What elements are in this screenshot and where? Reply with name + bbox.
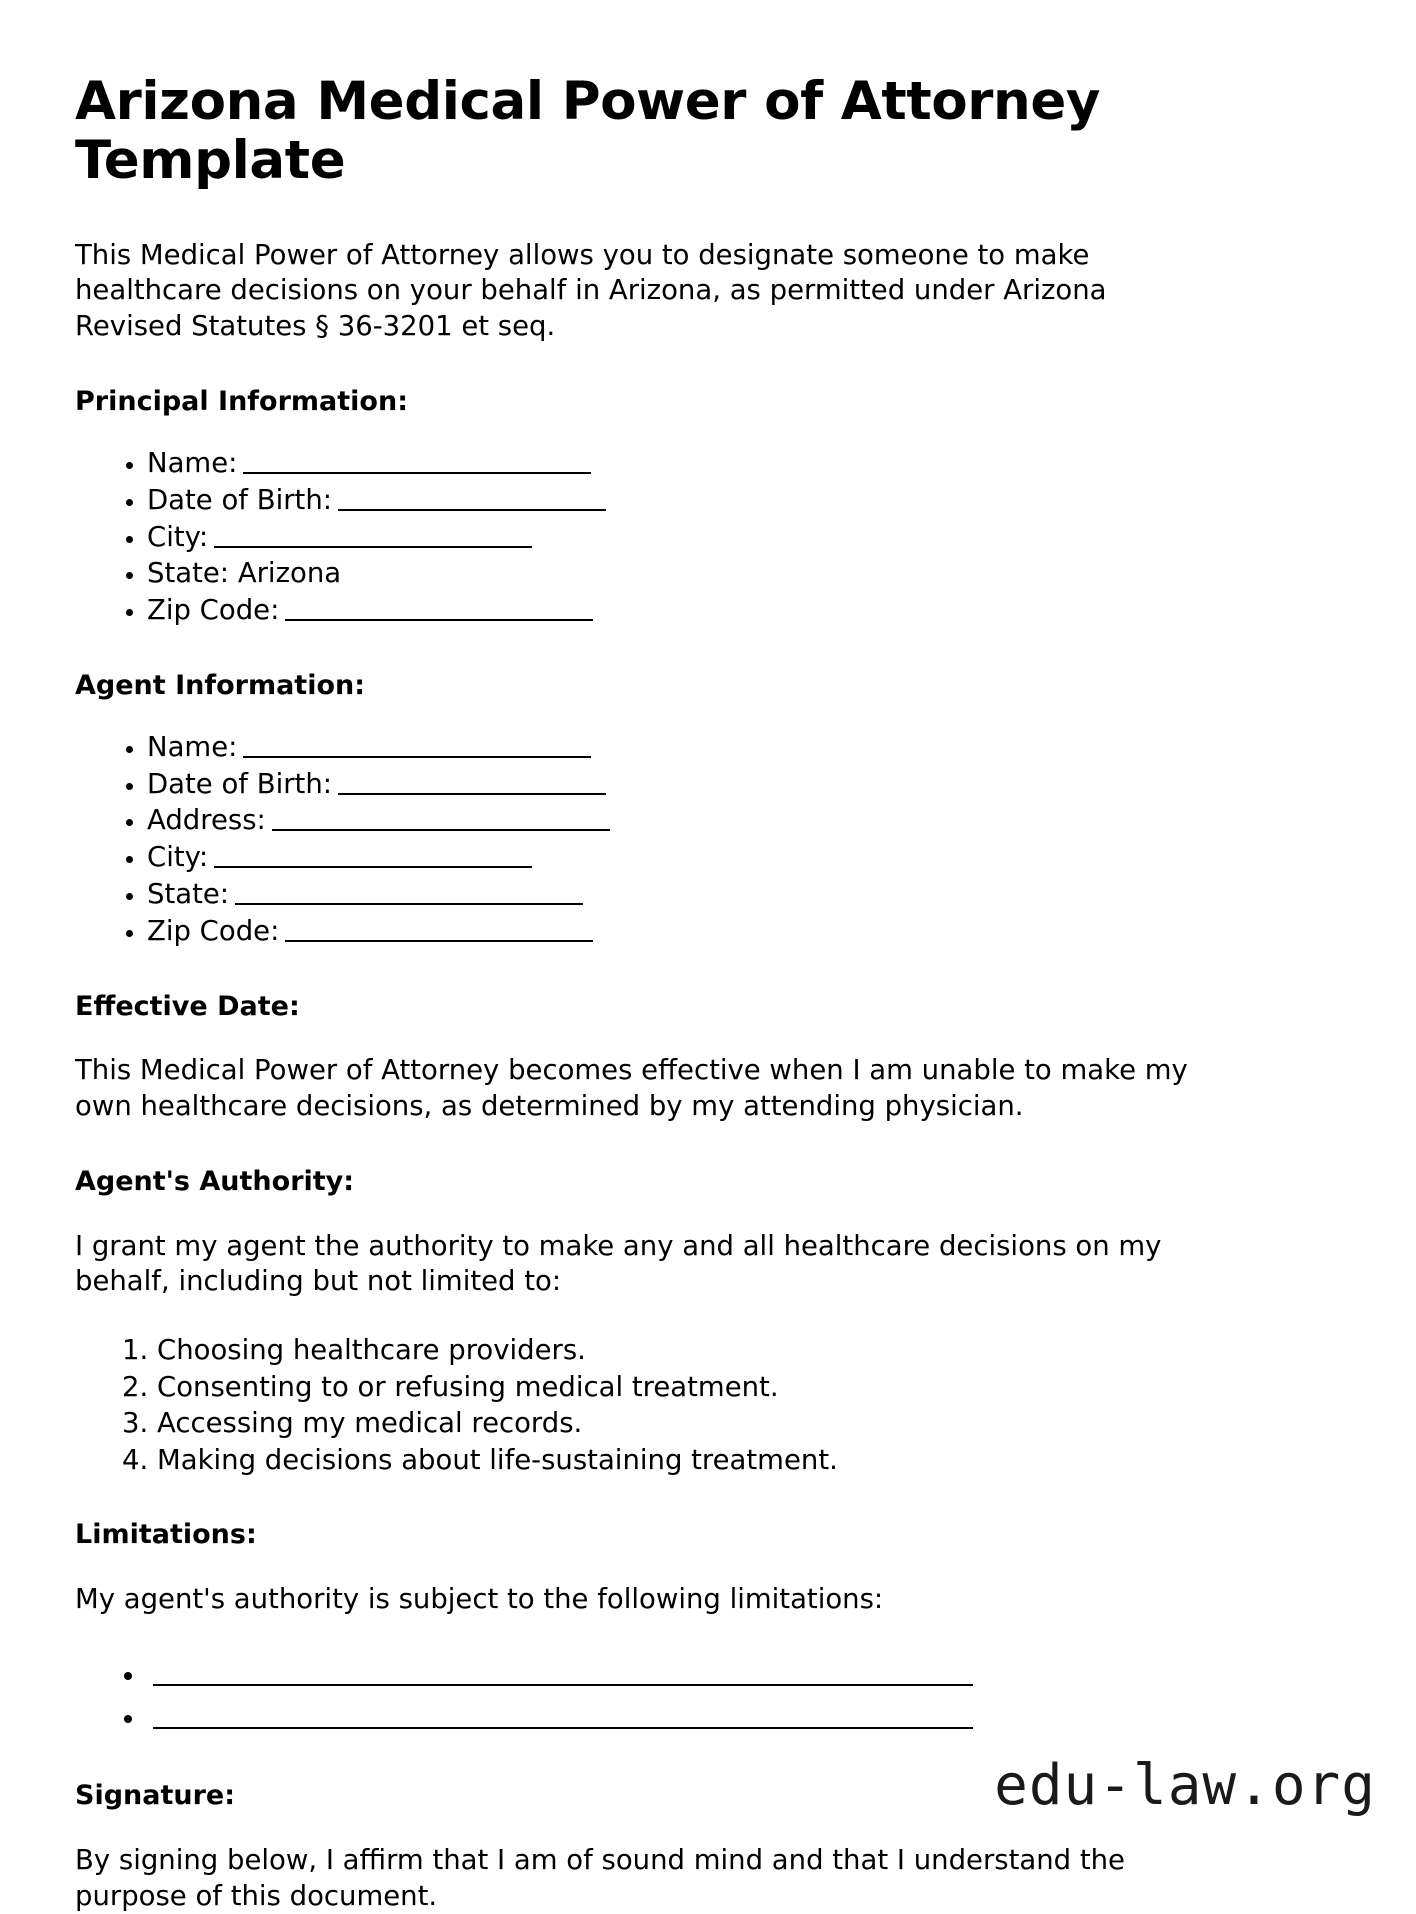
list-item: 4. Making decisions about life-sustaining treatment. — [157, 1442, 1275, 1479]
field-label: Address: — [147, 804, 266, 837]
field-label: City: — [147, 841, 209, 874]
site-watermark: edu-law.org — [994, 1753, 1376, 1818]
list-item — [147, 839, 1275, 876]
agent-field-blank-date-of-birth[interactable] — [338, 767, 606, 794]
field-blank-city[interactable] — [214, 520, 532, 547]
field-label: City: — [147, 520, 209, 553]
limitations-heading: Limitations: — [75, 1519, 257, 1551]
list-item: 2. Consenting to or refusing medical treatment. — [157, 1369, 1275, 1406]
list-item: 1. Choosing healthcare providers. — [157, 1332, 1275, 1369]
list-item — [147, 518, 1275, 555]
list-item — [147, 876, 1275, 913]
field-label: Date of Birth: — [147, 483, 333, 516]
agent-information-fields — [75, 728, 1275, 949]
field-label: State: — [147, 878, 230, 911]
signature-heading: Signature: — [75, 1780, 236, 1812]
limitation-blank-2[interactable] — [153, 1701, 973, 1728]
field-label: Date of Birth: — [147, 767, 333, 800]
intro-paragraph: This Medical Power of Attorney allows you to designate someone to make healthcare decisions on your behalf in Arizona, as permitted under Arizona Revised Statutes § 36-3201 et seq. — [75, 238, 1107, 343]
effective-date-paragraph: This Medical Power of Attorney becomes effective when I am unable to make my own healthcare decisions, as determined by my attending physician. — [75, 1054, 1188, 1123]
field-value-state: Arizona — [237, 557, 342, 590]
field-label: Name: — [147, 730, 238, 763]
agent-field-blank-state[interactable] — [235, 878, 583, 905]
list-item — [147, 445, 1275, 482]
list-item: 3. Accessing my medical records. — [157, 1405, 1275, 1442]
agent-field-blank-name[interactable] — [243, 730, 591, 757]
agent-field-blank-zip-code[interactable] — [285, 915, 593, 942]
list-item — [147, 555, 1275, 592]
list-item — [147, 482, 1275, 519]
agents-authority-list — [75, 1332, 1275, 1478]
document-content — [75, 72, 1275, 1914]
agents-authority-heading: Agent's Authority: — [75, 1165, 355, 1197]
list-item — [147, 592, 1275, 629]
principal-information-fields — [75, 445, 1275, 629]
field-blank-zip-code[interactable] — [285, 594, 593, 621]
list-item — [147, 1697, 1275, 1740]
field-blank-date-of-birth[interactable] — [338, 484, 606, 511]
field-label: State: — [147, 557, 230, 590]
field-blank-name[interactable] — [243, 447, 591, 474]
limitation-blank-1[interactable] — [153, 1659, 973, 1686]
agent-field-blank-address[interactable] — [272, 804, 610, 831]
agent-information-heading: Agent Information: — [75, 669, 366, 701]
signature-paragraph: By signing below, I affirm that I am of sound mind and that I understand the purpose of this document. — [75, 1843, 1125, 1912]
principal-information-heading: Principal Information: — [75, 385, 409, 417]
list-item — [147, 1654, 1275, 1697]
list-item — [147, 802, 1275, 839]
agents-authority-paragraph: I grant my agent the authority to make any and all healthcare decisions on my behalf, including but not limited to: — [75, 1229, 1162, 1298]
field-label: Name: — [147, 447, 238, 480]
page-title: Arizona Medical Power of Attorney Template — [75, 71, 1101, 192]
field-label: Zip Code: — [147, 915, 280, 948]
limitations-paragraph: My agent's authority is subject to the following limitations: — [75, 1583, 884, 1616]
list-item — [147, 728, 1275, 765]
effective-date-heading: Effective Date: — [75, 990, 300, 1022]
list-item — [147, 913, 1275, 950]
list-item — [147, 765, 1275, 802]
field-label: Zip Code: — [147, 594, 280, 627]
limitations-blanks — [75, 1654, 1275, 1739]
agent-field-blank-city[interactable] — [214, 841, 532, 868]
